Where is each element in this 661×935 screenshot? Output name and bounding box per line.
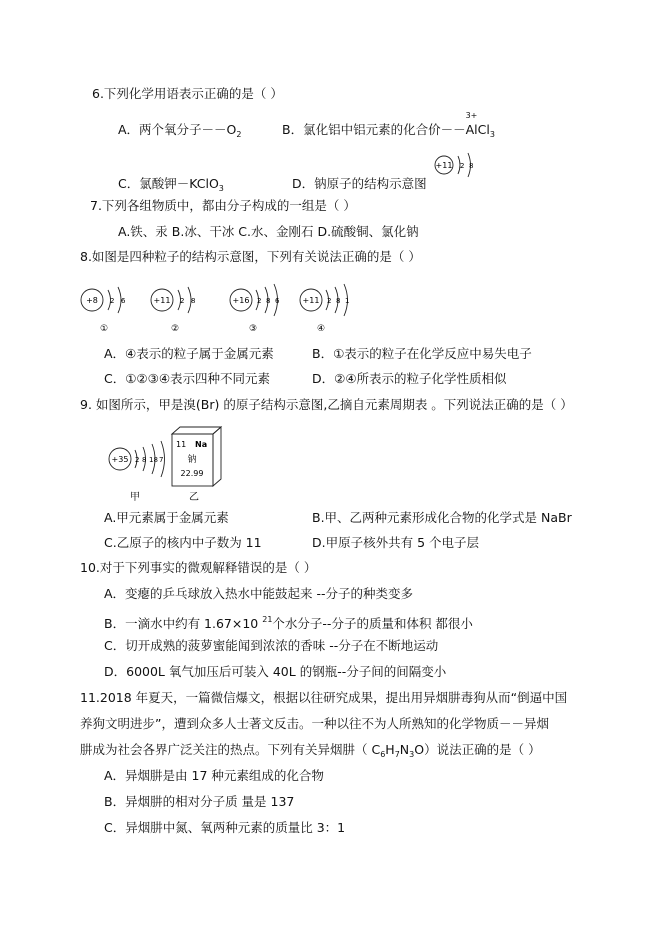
q6-option-b: B．氯化铝中铝元素的化合价－－ 3+ AlCl$_3$	[282, 111, 495, 139]
svg-text:22.99: 22.99	[180, 469, 204, 478]
q10-option-d: D．6000L 氧气加压后可装入 40L 的钢瓶--分子间的间隔变小	[104, 664, 447, 679]
svg-text:④: ④	[316, 324, 326, 334]
svg-text:+35: +35	[111, 455, 129, 464]
q9-stem: 9. 如图所示，甲是溴(Br) 的原子结构示意图,乙摘自元素周期表 。下列说法正确的是（ ）	[80, 397, 573, 412]
svg-text:①: ①	[99, 324, 109, 334]
q11-option-a: A．异烟肼是由 17 种元素组成的化合物	[104, 768, 324, 783]
q9-figure	[100, 426, 230, 504]
svg-text:18: 18	[149, 456, 158, 464]
na-shell-1: 2	[460, 162, 465, 170]
svg-text:11: 11	[176, 440, 187, 449]
svg-text:2: 2	[180, 297, 185, 305]
svg-text:8: 8	[336, 297, 341, 305]
svg-text:8: 8	[142, 456, 147, 464]
q10-option-a: A．变瘪的乒乓球放入热水中能鼓起来 --分子的种类变多	[104, 586, 414, 601]
svg-text:6: 6	[121, 297, 126, 305]
bromine-atom-diagram	[109, 441, 165, 477]
label-yi: 乙	[189, 492, 199, 503]
label-jia: 甲	[130, 492, 140, 503]
svg-text:+11: +11	[153, 296, 171, 305]
na-nucleus-label: +11	[435, 161, 453, 170]
svg-text:③: ③	[248, 324, 258, 334]
q9-option-c: C.乙原子的核内中子数为 11	[104, 535, 262, 550]
q7-stem: 7.下列各组物质中，都由分子构成的一组是（ ）	[90, 198, 356, 213]
svg-text:+11: +11	[302, 296, 320, 305]
particle-4	[300, 284, 349, 334]
q8-option-a: A．④表示的粒子属于金属元素	[104, 346, 274, 361]
q11-line-2: 养狗文明进步”，遭到众多人士著文反击。一种以往不为人所熟知的化学物质－－异烟	[80, 716, 549, 731]
sodium-atom-diagram	[434, 148, 484, 182]
q6-stem: 6.下列化学用语表示正确的是（ ）	[92, 86, 283, 101]
particle-2	[151, 287, 195, 334]
sodium-periodic-cell	[172, 427, 221, 486]
particle-3	[230, 284, 280, 334]
svg-text:8: 8	[191, 297, 196, 305]
svg-text:②: ②	[170, 324, 180, 334]
na-shell-2: 8	[469, 162, 474, 170]
q11-line-3: 肼成为社会各界广泛关注的热点。下列有关异烟肼（ $C_6H_7N_3O$）说法正确的是（ ）	[80, 742, 541, 759]
svg-text:2: 2	[327, 297, 332, 305]
svg-text:钠: 钠	[187, 455, 197, 465]
q8-option-d: D．②④所表示的粒子化学性质相似	[312, 371, 507, 386]
q10-stem: 10.对于下列事实的微观解释错误的是（ ）	[80, 560, 317, 575]
q6-option-d: D．钠原子的结构示意图	[292, 176, 427, 191]
q7-options: A.铁、汞 B.冰、干冰 C.水、金刚石 D.硫酸铜、氯化钠	[118, 224, 419, 239]
q9-option-d: D.甲原子核外共有 5 个电子层	[312, 535, 479, 550]
q11-option-b: B．异烟肼的相对分子质 量是 137	[104, 794, 295, 809]
svg-text:2: 2	[257, 297, 262, 305]
svg-text:7: 7	[159, 456, 164, 464]
q8-option-b: B．①表示的粒子在化学反应中易失电子	[312, 346, 532, 361]
q8-option-c: C．①②③④表示四种不同元素	[104, 371, 271, 386]
q8-stem: 8.如图是四种粒子的结构示意图，下列有关说法正确的是（ ）	[80, 249, 421, 264]
svg-text:Na: Na	[195, 440, 208, 449]
q10-option-c: C．切开成熟的菠萝蜜能闻到浓浓的香味 --分子在不断地运动	[104, 638, 439, 653]
svg-text:8: 8	[266, 297, 271, 305]
svg-text:+8: +8	[86, 296, 98, 305]
particle-1	[81, 287, 126, 334]
svg-text:6: 6	[275, 297, 280, 305]
q9-option-a: A.甲元素属于金属元素	[104, 510, 229, 525]
q9-option-b: B.甲、乙两种元素形成化合物的化学式是 NaBr	[312, 510, 572, 525]
q6-option-a: A．两个氧分子$--O_2$	[118, 122, 242, 139]
svg-text:1: 1	[345, 297, 350, 305]
svg-text:2: 2	[135, 456, 140, 464]
svg-text:2: 2	[110, 297, 115, 305]
q8-particle-diagrams	[78, 282, 368, 334]
q6-option-c: C．氯酸钾－KClO$_3$	[118, 176, 224, 193]
svg-text:+16: +16	[232, 296, 250, 305]
q11-option-c: C．异烟肼中氮、氧两种元素的质量比 3：1	[104, 820, 346, 835]
q10-option-b: B．一滴水中约有 1.67×10 $^{21}$个水分子--分子的质量和体积 都很小	[104, 615, 473, 631]
q11-line-1: 11.2018 年夏天，一篇微信爆文，根据以往研究成果，提出用异烟肼毒狗从而“倒逼中国	[80, 690, 568, 705]
